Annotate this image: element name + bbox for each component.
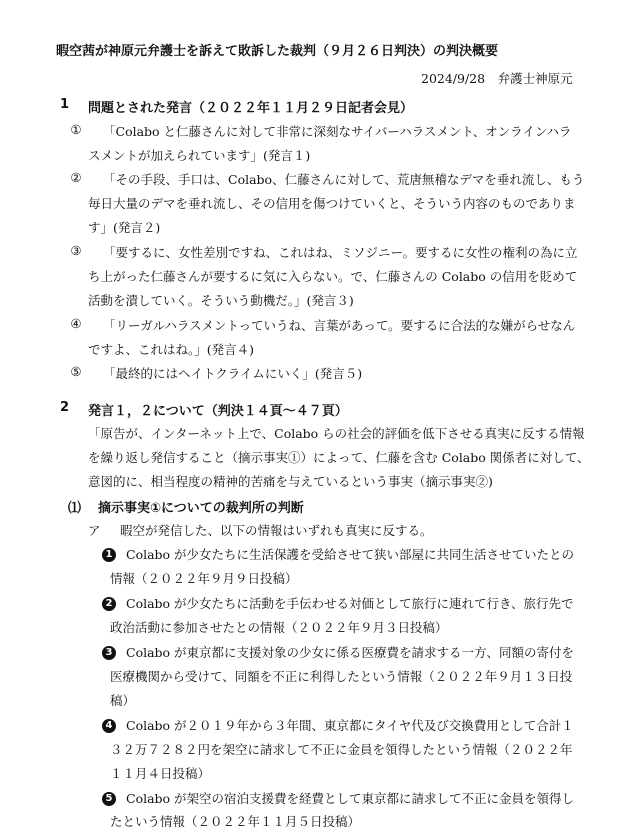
- fact-line: Colabo が２０１９年から３年間、東京都にタイヤ代及び交換費用として合計１: [126, 718, 574, 733]
- bullet-number-icon: 4: [102, 719, 116, 733]
- fact-line: Colabo が少女たちに生活保護を受給させて狭い部屋に共同生活させていたとの: [126, 547, 575, 562]
- item-line: ち上がった仁藤さんが要するに気に入らない。で、仁藤さんの Colabo の信用を貶めて: [88, 269, 578, 284]
- section2-heading: 発言１，２について（判決１４頁～４７頁）: [88, 404, 348, 419]
- item-line: 毎日大量のデマを垂れ流し、その信用を傷つけていくと、そういう内容のものでありま: [88, 196, 576, 211]
- item-marker: ④: [70, 316, 82, 331]
- section1-heading: 問題とされた発言（２０２２年１１月２９日記者会見）: [88, 101, 414, 116]
- fact-line: 稿）: [110, 693, 136, 708]
- document-title: 暇空茜が神原元弁護士を訴えて敗訴した裁判（９月２６日判決）の判決概要: [56, 44, 499, 59]
- bullet-number-icon: 2: [102, 597, 116, 611]
- item-line: 活動を潰していく。そういう動機だ。」(発言３): [88, 293, 354, 308]
- item-line: 「最終的にはヘイトクライムにいく」(発言５): [103, 366, 363, 381]
- bullet-number-icon: 1: [102, 548, 116, 562]
- bullet-number-icon: 3: [102, 646, 116, 660]
- item-marker: ①: [70, 122, 82, 137]
- fact-line: ３２万７２８２円を架空に請求して不正に金員を領得したという情報（２０２２年: [110, 742, 573, 757]
- subsection-marker: ⑴: [68, 501, 82, 516]
- section1-number: 1: [60, 97, 70, 112]
- fact-line: Colabo が少女たちに活動を手伝わせる対価として旅行に連れて行き、旅行先で: [126, 596, 574, 611]
- subsection-heading: 摘示事実①についての裁判所の判断: [98, 501, 304, 516]
- point-text: 暇空が発信した、以下の情報はいずれも真実に反する。: [120, 523, 433, 538]
- item-line: 「要するに、女性差別ですね、これはね、ミソジニー。要するに女性の権利の為に立: [103, 245, 578, 260]
- point-marker: ア: [88, 523, 101, 538]
- item-line: 「リーガルハラスメントっていうね、言葉があって。要するに合法的な嫌がらせなん: [103, 318, 576, 333]
- fact-line: Colabo が東京都に支援対象の少女に係る医療費を請求する一方、同額の寄付を: [126, 645, 575, 660]
- intro-line: 「原告が、インターネット上で、Colabo らの社会的評価を低下させる真実に反する情報: [88, 426, 585, 441]
- fact-line: 政治活動に参加させたとの情報（２０２２年９月３日投稿）: [110, 620, 448, 635]
- item-line: スメントが加えられています」(発言１): [88, 148, 311, 163]
- item-line: 「その手段、手口は、Colabo、仁藤さんに対して、荒唐無稽なデマを垂れ流し、もう: [103, 172, 585, 187]
- fact-line: たという情報（２０２２年１１月５日投稿）: [110, 814, 361, 829]
- fact-line: １１月４日投稿）: [110, 766, 211, 781]
- fact-line: Colabo が架空の宿泊支援費を経費として東京都に請求して不正に金員を領得し: [126, 791, 575, 806]
- fact-line: 医療機関から受けて、同額を不正に利得したという情報（２０２２年９月１３日投: [110, 669, 573, 684]
- item-line: ですよ、これはね。」(発言４): [88, 342, 255, 357]
- item-marker: ②: [70, 170, 82, 185]
- section2-number: 2: [60, 400, 70, 415]
- fact-line: 情報（２０２２年９月９日投稿）: [110, 571, 298, 586]
- item-line: す」(発言２): [88, 220, 161, 235]
- intro-line: 意図的に、相当程度の精神的苦痛を与えているという事実（摘示事実②): [88, 474, 493, 489]
- date-author: 2024/9/28 弁護士神原元: [421, 71, 573, 86]
- item-marker: ⑤: [70, 364, 82, 379]
- item-marker: ③: [70, 243, 82, 258]
- intro-line: を繰り返し発信すること（摘示事実①）によって、仁藤を含む Colabo 関係者に対して、: [88, 450, 590, 465]
- item-line: 「Colabo と仁藤さんに対して非常に深刻なサイバーハラスメント、オンラインハラ: [103, 124, 572, 139]
- bullet-number-icon: 5: [102, 792, 116, 806]
